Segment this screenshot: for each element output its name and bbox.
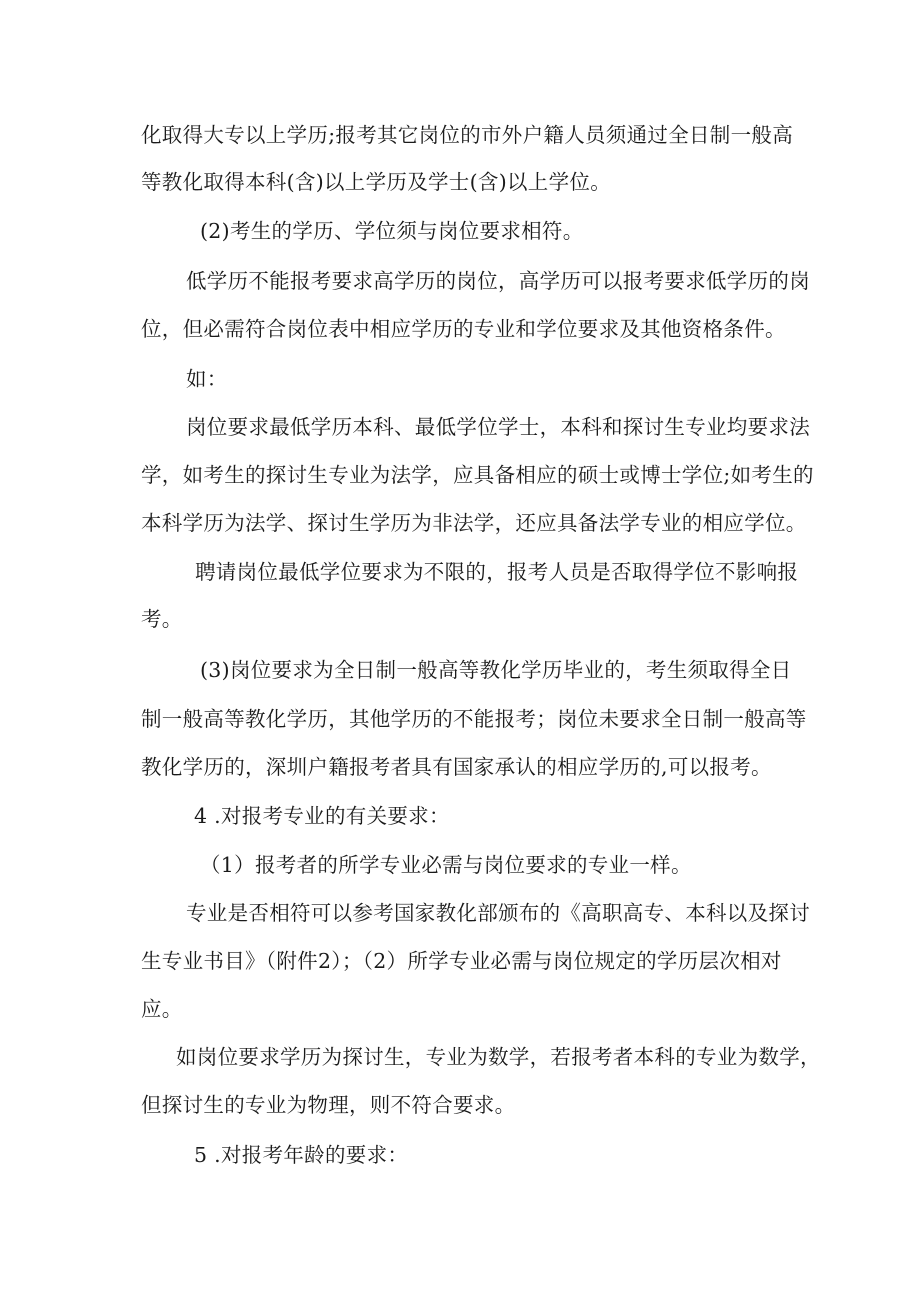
text-line: 但探讨生的专业为物理，则不符合要求。: [141, 1093, 516, 1117]
text-line: (3)岗位要求为全日制一般高等教化学历毕业的，考生须取得全日: [200, 658, 792, 682]
text-line: 本科学历为法学、探讨生学历为非法学，还应具备法学专业的相应学位。: [141, 511, 807, 535]
text-line: 教化学历的，深圳户籍报考者具有国家承认的相应学历的,可以报考。: [141, 755, 772, 779]
text-line: 5 .对报考年龄的要求：: [194, 1143, 409, 1167]
text-line: （1）报考者的所学专业必需与岗位要求的专业一样。: [200, 853, 692, 877]
text-line: 低学历不能报考要求高学历的岗位，高学历可以报考要求低学历的岗: [186, 269, 810, 293]
text-line: 考。: [141, 607, 183, 631]
text-line: 等教化取得本科(含)以上学历及学士(含)以上学位。: [141, 170, 611, 194]
text-line: 4 .对报考专业的有关要求：: [194, 804, 450, 828]
text-line: 位，但必需符合岗位表中相应学历的专业和学位要求及其他资格条件。: [141, 317, 786, 341]
text-line: 学，如考生的探讨生专业为法学，应具备相应的硕士或博士学位;如考生的: [141, 463, 814, 487]
text-line: (2)考生的学历、学位须与岗位要求相符。: [200, 219, 584, 243]
text-line: 如：: [186, 367, 228, 391]
text-line: 聘请岗位最低学位要求为不限的，报考人员是否取得学位不影响报: [195, 560, 799, 584]
text-line: 如岗位要求学历为探讨生，专业为数学，若报考者本科的专业为数学，: [176, 1045, 821, 1069]
text-line: 应。: [141, 997, 183, 1021]
text-line: 岗位要求最低学历本科、最低学位学士，本科和探讨生专业均要求法: [186, 415, 810, 439]
text-line: 生专业书目》（附件2）；（2）所学专业必需与岗位规定的学历层次相对: [141, 949, 782, 973]
text-line: 专业是否相符可以参考国家教化部颁布的《高职高专、本科以及探讨: [186, 901, 810, 925]
text-line: 制一般高等教化学历，其他学历的不能报考；岗位未要求全日制一般高等: [141, 707, 807, 731]
text-line: 化取得大专以上学历;报考其它岗位的市外户籍人员须通过全日制一般高: [141, 123, 794, 147]
